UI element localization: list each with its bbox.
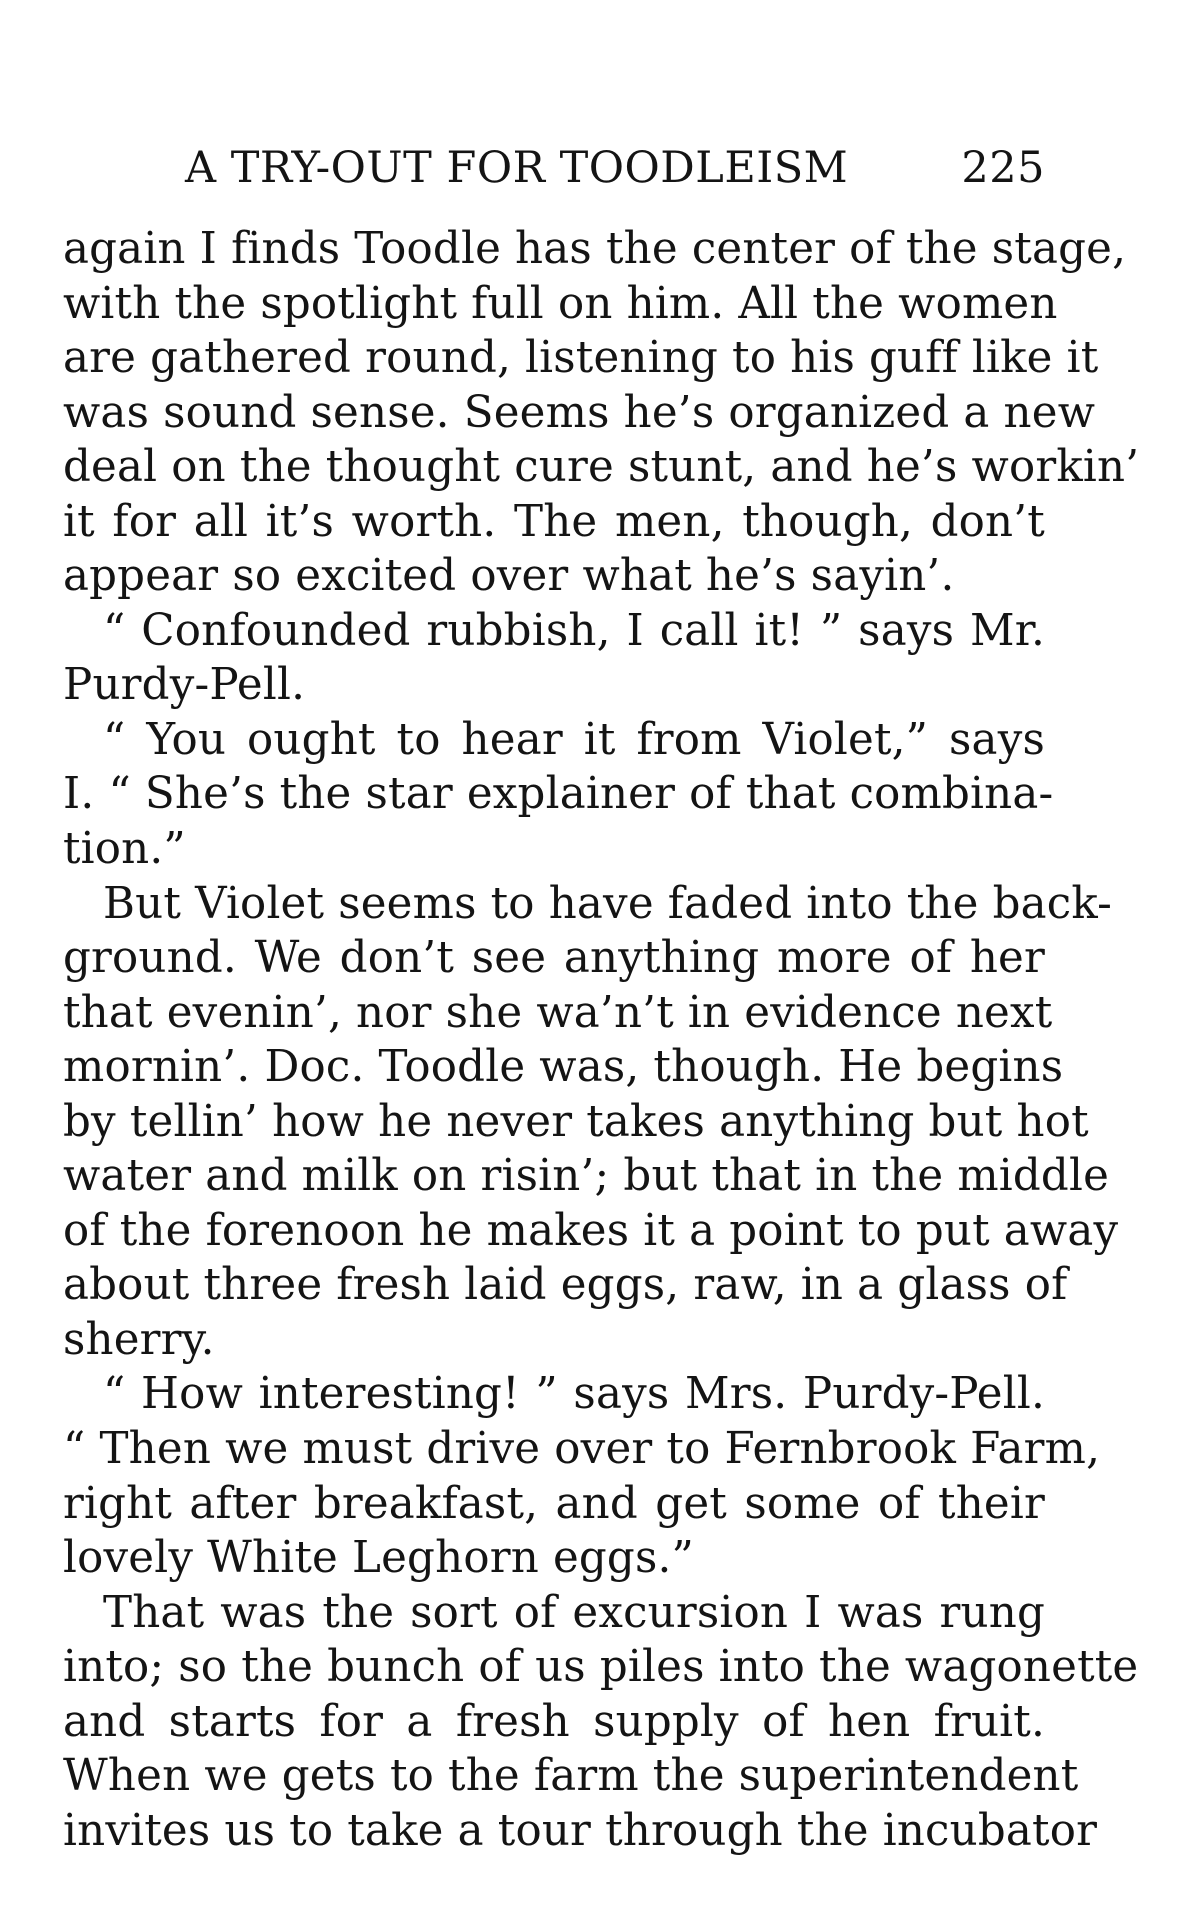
text-line: “ Then we must drive over to Fernbrook Farm, <box>63 1424 1101 1475</box>
text-line: I. “ She’s the star explainer of that combina- <box>63 769 1054 820</box>
text-line: again I finds Toodle has the center of the stage, <box>63 224 1127 274</box>
text-line: “ Confounded rubbish, I call it! ” says Mr. <box>103 605 1045 656</box>
text-line: invites us to take a tour through the incubator <box>63 1805 1098 1856</box>
page-number: 225 <box>961 143 1045 193</box>
text-line: But Violet seems to have faded into the back- <box>103 878 1113 929</box>
text-line: ground. We don’t see anything more of her <box>63 933 1045 984</box>
text-line: “ How interesting! ” says Mrs. Purdy-Pell. <box>103 1369 1045 1420</box>
running-title: A TRY-OUT FOR TOODLEISM <box>185 143 849 193</box>
text-line: was sound sense. Seems he’s organized a new <box>63 387 1096 438</box>
body-text <box>63 222 1140 1858</box>
text-line: “ You ought to hear it from Violet,” says <box>103 714 1045 765</box>
text-line: by tellin’ how he never takes anything but hot <box>63 1096 1089 1147</box>
text-line: of the forenoon he makes it a point to put away <box>63 1205 1119 1256</box>
text-line: mornin’. Doc. Toodle was, though. He begins <box>63 1042 1064 1093</box>
text-line: When we gets to the farm the superintendent <box>63 1751 1079 1802</box>
text-line: that evenin’, nor she wa’n’t in evidence next <box>63 987 1053 1038</box>
text-line: with the spotlight full on him. All the women <box>63 278 1058 329</box>
text-line: about three fresh laid eggs, raw, in a glass of <box>63 1260 1068 1311</box>
text-line: right after breakfast, and get some of their <box>63 1478 1045 1529</box>
text-line: into; so the bunch of us piles into the wagonette <box>63 1642 1139 1693</box>
running-head <box>185 138 1045 198</box>
text-line: it for all it’s worth. The men, though, don’t <box>63 496 1045 547</box>
text-line: Purdy-Pell. <box>63 660 306 711</box>
text-line: lovely White Leghorn eggs.” <box>63 1533 694 1584</box>
text-line: deal on the thought cure stunt, and he’s workin’ <box>63 442 1140 493</box>
text-line: sherry. <box>63 1314 215 1365</box>
text-line: are gathered round, listening to his guff like it <box>63 333 1099 384</box>
text-line: water and milk on risin’; but that in the middle <box>63 1151 1110 1202</box>
text-line: and starts for a fresh supply of hen fruit. <box>63 1696 1045 1747</box>
text-line: tion.” <box>63 824 186 875</box>
text-line: appear so excited over what he’s sayin’. <box>63 551 955 602</box>
text-line: That was the sort of excursion I was rung <box>103 1587 1045 1638</box>
